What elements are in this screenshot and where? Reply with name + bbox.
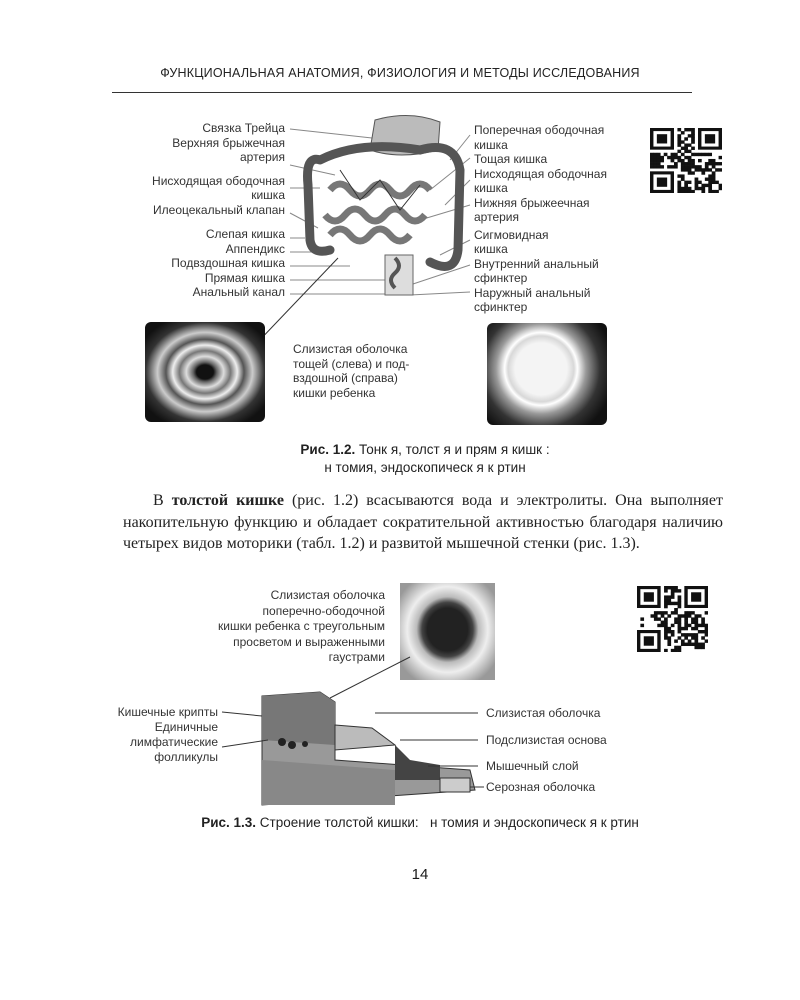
label: сфинктер — [474, 271, 528, 285]
label: кишка — [251, 188, 285, 202]
label: артерия — [474, 210, 519, 224]
label: Слизистая оболочка — [293, 342, 408, 356]
label: Верхняя брыжечная — [172, 135, 285, 150]
caption-text: н томия, эндоскопическ я к ртин — [324, 460, 526, 475]
label: Аппендикс — [225, 241, 285, 256]
label: Нижняя брыжеечная — [474, 195, 590, 210]
label: Тощая кишка — [474, 152, 548, 166]
label: поперечно-ободочной — [262, 603, 385, 618]
label: Подслизистая основа — [486, 733, 607, 747]
label: Единичные — [154, 720, 218, 734]
label: фолликулы — [154, 750, 218, 764]
label: Слизистая оболочка — [270, 588, 385, 602]
label: сфинктер — [474, 300, 528, 314]
label: Связка Трейца — [202, 121, 285, 135]
label: Серозная оболочка — [486, 780, 596, 794]
label: Илеоцекальный клапан — [153, 202, 285, 217]
label: Внутренний анальный — [474, 256, 599, 271]
label: Поперечная ободочная — [474, 123, 605, 137]
label: Слизистая оболочка — [486, 706, 601, 720]
label: Подвздошная кишка — [171, 256, 285, 270]
label: кишки ребенка — [293, 385, 376, 400]
label: гаустрами — [328, 650, 385, 664]
running-header: ФУНКЦИОНАЛЬНАЯ АНАТОМИЯ, ФИЗИОЛОГИЯ И МЕТОДЫ ИССЛЕДОВАНИЯ — [160, 66, 640, 80]
label: Нисходящая ободочная — [474, 166, 607, 181]
label: Мышечный слой — [486, 759, 579, 773]
label: Нисходящая ободочная — [152, 173, 285, 188]
caption-text: Тонк я, толст я и прям я кишк : — [359, 442, 550, 457]
label: Сигмовидная — [474, 227, 549, 242]
label: кишка — [474, 137, 508, 152]
fig13-left-labels — [118, 705, 218, 765]
label: лимфатические — [130, 735, 218, 749]
label: кишка — [474, 242, 508, 256]
label: просветом и выраженными — [233, 634, 385, 649]
text: В — [153, 492, 172, 509]
label: Слепая кишка — [205, 227, 285, 241]
label: Кишечные крипты — [117, 705, 218, 719]
label: вздошной (справа) — [293, 371, 398, 385]
label: артерия — [240, 150, 285, 164]
fig13-caption — [100, 814, 740, 832]
caption-number: Рис. 1.3. — [201, 815, 257, 830]
label: Наружный анальный — [474, 285, 591, 300]
page-number: 14 — [411, 866, 429, 883]
label: кишка — [474, 181, 508, 195]
label: Прямая кишка — [204, 270, 285, 285]
caption-text: Строение толстой кишки: н томия и эндоскопическ я к ртин — [259, 815, 639, 830]
label: тощей (слева) и под- — [293, 356, 410, 371]
text: (рис. 1.2) всасываются вода и электролиты. Она выполняет накопительную функцию и обладает сократительной активностью благодаря наличию четырех видов моторики (табл. 1.2) и развитой мышечной стенки (рис. 1.3). — [123, 492, 724, 552]
label: Анальный канал — [192, 285, 285, 299]
bold-term: толстой кишке — [171, 492, 284, 509]
caption-number: Рис. 1.2. — [300, 442, 356, 457]
label: кишки ребенка с треугольным — [218, 619, 385, 633]
